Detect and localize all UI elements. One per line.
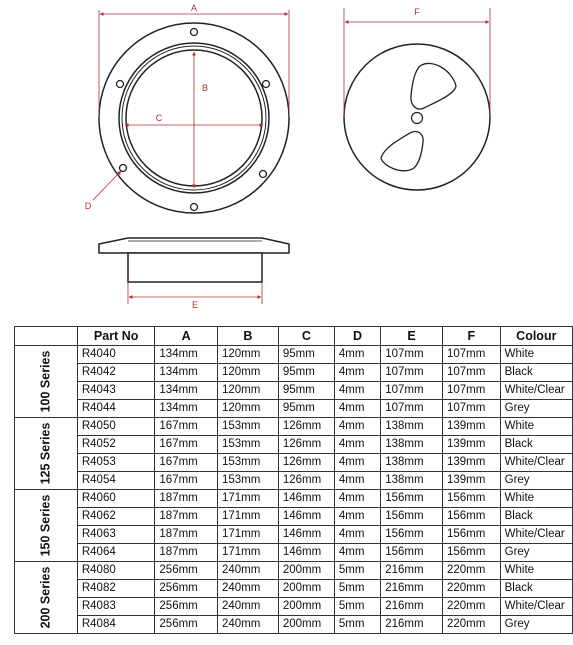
cell-part-no: R4080 xyxy=(77,562,155,580)
dimension-c-label: C xyxy=(155,113,163,123)
cell-colour: White xyxy=(500,490,572,508)
table-row xyxy=(15,616,573,634)
cell-colour: White/Clear xyxy=(500,526,572,544)
dimension-f xyxy=(344,8,490,117)
cell-f: 139mm xyxy=(442,418,500,436)
cell-part-no: R4063 xyxy=(77,526,155,544)
table-row xyxy=(15,580,573,598)
cover-grip-lower xyxy=(381,132,423,171)
cell-a: 167mm xyxy=(155,454,218,472)
cell-a: 256mm xyxy=(155,562,218,580)
cell-c: 200mm xyxy=(278,562,334,580)
table-row xyxy=(15,436,573,454)
cell-d: 4mm xyxy=(334,490,380,508)
cell-a: 256mm xyxy=(155,598,218,616)
cell-part-no: R4064 xyxy=(77,544,155,562)
side-body xyxy=(128,253,262,282)
dimension-e-label: E xyxy=(191,300,199,310)
cell-b: 240mm xyxy=(217,580,278,598)
cell-colour: Black xyxy=(500,364,572,382)
table-row xyxy=(15,454,573,472)
cell-part-no: R4042 xyxy=(77,364,155,382)
header-part-no: Part No xyxy=(77,327,155,346)
cell-e: 138mm xyxy=(381,418,443,436)
cell-e: 216mm xyxy=(381,580,443,598)
cell-f: 107mm xyxy=(442,382,500,400)
cell-f: 220mm xyxy=(442,562,500,580)
cell-c: 126mm xyxy=(278,436,334,454)
cell-a: 167mm xyxy=(155,436,218,454)
cell-d: 4mm xyxy=(334,364,380,382)
cell-e: 156mm xyxy=(381,526,443,544)
cell-a: 134mm xyxy=(155,400,218,418)
cell-c: 146mm xyxy=(278,526,334,544)
cell-b: 120mm xyxy=(217,400,278,418)
dimension-b-label: B xyxy=(201,83,209,93)
cell-d: 4mm xyxy=(334,346,380,364)
cell-colour: Black xyxy=(500,508,572,526)
screw-hole-lower-right xyxy=(260,171,267,178)
cell-colour: Grey xyxy=(500,544,572,562)
cover-grip-upper xyxy=(411,63,456,109)
cell-e: 138mm xyxy=(381,454,443,472)
cell-part-no: R4084 xyxy=(77,616,155,634)
cell-colour: Black xyxy=(500,580,572,598)
cover-center-circle xyxy=(412,113,423,124)
series-label: 200 Series xyxy=(38,566,53,628)
cell-e: 216mm xyxy=(381,598,443,616)
cell-d: 5mm xyxy=(334,580,380,598)
cell-d: 4mm xyxy=(334,544,380,562)
cell-part-no: R4050 xyxy=(77,418,155,436)
cell-e: 156mm xyxy=(381,490,443,508)
table-row xyxy=(15,472,573,490)
cell-a: 134mm xyxy=(155,346,218,364)
cell-d: 4mm xyxy=(334,508,380,526)
cell-e: 107mm xyxy=(381,364,443,382)
cell-c: 95mm xyxy=(278,346,334,364)
cell-colour: Grey xyxy=(500,400,572,418)
specification-table xyxy=(14,326,573,634)
cell-e: 156mm xyxy=(381,508,443,526)
header-b: B xyxy=(217,327,278,346)
cell-f: 156mm xyxy=(442,490,500,508)
cell-e: 216mm xyxy=(381,616,443,634)
table-row xyxy=(15,382,573,400)
side-flange xyxy=(99,238,289,253)
cell-c: 95mm xyxy=(278,364,334,382)
cell-f: 220mm xyxy=(442,598,500,616)
cell-e: 107mm xyxy=(381,400,443,418)
cell-a: 134mm xyxy=(155,364,218,382)
cell-a: 187mm xyxy=(155,544,218,562)
cell-f: 220mm xyxy=(442,616,500,634)
cover-view xyxy=(344,44,490,190)
table-body xyxy=(15,346,573,634)
header-e: E xyxy=(381,327,443,346)
cell-e: 216mm xyxy=(381,562,443,580)
technical-drawing xyxy=(0,0,573,322)
cell-colour: Grey xyxy=(500,472,572,490)
cell-f: 139mm xyxy=(442,454,500,472)
table-row xyxy=(15,562,573,580)
header-corner xyxy=(15,327,78,346)
table-row xyxy=(15,490,573,508)
screw-hole-top xyxy=(191,29,198,36)
series-label-cell xyxy=(15,490,78,562)
cell-c: 200mm xyxy=(278,580,334,598)
cell-b: 240mm xyxy=(217,616,278,634)
cell-f: 139mm xyxy=(442,436,500,454)
cell-b: 240mm xyxy=(217,598,278,616)
screw-hole-upper-left xyxy=(117,81,124,88)
cell-d: 4mm xyxy=(334,436,380,454)
dimension-d-label: D xyxy=(84,201,92,211)
cover-circle xyxy=(344,44,490,190)
cell-a: 167mm xyxy=(155,472,218,490)
cell-c: 126mm xyxy=(278,418,334,436)
series-label: 125 Series xyxy=(38,422,53,484)
cell-b: 171mm xyxy=(217,544,278,562)
cell-f: 220mm xyxy=(442,580,500,598)
header-f: F xyxy=(442,327,500,346)
cell-part-no: R4083 xyxy=(77,598,155,616)
cell-a: 134mm xyxy=(155,382,218,400)
cell-d: 4mm xyxy=(334,454,380,472)
cell-colour: White/Clear xyxy=(500,454,572,472)
series-label-cell xyxy=(15,418,78,490)
table-row xyxy=(15,400,573,418)
cell-d: 4mm xyxy=(334,472,380,490)
cell-f: 107mm xyxy=(442,346,500,364)
cell-f: 156mm xyxy=(442,526,500,544)
cell-colour: White xyxy=(500,346,572,364)
cell-e: 138mm xyxy=(381,472,443,490)
table-row xyxy=(15,346,573,364)
side-view xyxy=(99,238,289,282)
table-row xyxy=(15,526,573,544)
dimension-d-leader xyxy=(93,171,121,200)
cell-part-no: R4082 xyxy=(77,580,155,598)
cell-colour: White/Clear xyxy=(500,382,572,400)
screw-hole-upper-right xyxy=(263,81,270,88)
table-row xyxy=(15,598,573,616)
cell-e: 156mm xyxy=(381,544,443,562)
cell-a: 187mm xyxy=(155,526,218,544)
cell-colour: White xyxy=(500,418,572,436)
cell-f: 107mm xyxy=(442,400,500,418)
cell-a: 187mm xyxy=(155,508,218,526)
cell-f: 107mm xyxy=(442,364,500,382)
series-label-cell xyxy=(15,346,78,418)
cell-b: 240mm xyxy=(217,562,278,580)
cell-d: 4mm xyxy=(334,418,380,436)
cell-part-no: R4054 xyxy=(77,472,155,490)
cell-colour: Black xyxy=(500,436,572,454)
table-row xyxy=(15,508,573,526)
table-row xyxy=(15,364,573,382)
series-label: 100 Series xyxy=(38,350,53,412)
cell-d: 4mm xyxy=(334,382,380,400)
cell-c: 126mm xyxy=(278,454,334,472)
cell-b: 153mm xyxy=(217,454,278,472)
header-colour: Colour xyxy=(500,327,572,346)
cell-a: 256mm xyxy=(155,580,218,598)
cell-a: 256mm xyxy=(155,616,218,634)
cell-c: 146mm xyxy=(278,508,334,526)
cell-b: 120mm xyxy=(217,382,278,400)
cell-c: 146mm xyxy=(278,544,334,562)
cell-c: 95mm xyxy=(278,400,334,418)
cell-c: 126mm xyxy=(278,472,334,490)
cell-b: 153mm xyxy=(217,436,278,454)
header-c: C xyxy=(278,327,334,346)
dimension-f-label: F xyxy=(414,7,420,17)
cell-d: 5mm xyxy=(334,562,380,580)
cell-c: 146mm xyxy=(278,490,334,508)
cell-d: 4mm xyxy=(334,526,380,544)
cell-c: 200mm xyxy=(278,598,334,616)
cell-part-no: R4053 xyxy=(77,454,155,472)
cell-b: 120mm xyxy=(217,346,278,364)
cell-f: 156mm xyxy=(442,544,500,562)
cell-c: 200mm xyxy=(278,616,334,634)
table-row xyxy=(15,544,573,562)
cell-d: 4mm xyxy=(334,400,380,418)
cell-d: 5mm xyxy=(334,616,380,634)
cell-d: 5mm xyxy=(334,598,380,616)
cell-b: 120mm xyxy=(217,364,278,382)
cell-part-no: R4044 xyxy=(77,400,155,418)
cell-part-no: R4052 xyxy=(77,436,155,454)
screw-hole-bottom xyxy=(191,204,198,211)
cell-f: 156mm xyxy=(442,508,500,526)
cell-part-no: R4040 xyxy=(77,346,155,364)
cell-a: 167mm xyxy=(155,418,218,436)
cell-b: 171mm xyxy=(217,490,278,508)
table-row xyxy=(15,418,573,436)
cell-colour: White xyxy=(500,562,572,580)
header-a: A xyxy=(155,327,218,346)
cell-b: 153mm xyxy=(217,418,278,436)
cell-part-no: R4043 xyxy=(77,382,155,400)
header-d: D xyxy=(334,327,380,346)
cell-a: 187mm xyxy=(155,490,218,508)
cell-e: 107mm xyxy=(381,346,443,364)
cell-f: 139mm xyxy=(442,472,500,490)
cell-e: 138mm xyxy=(381,436,443,454)
cell-b: 171mm xyxy=(217,508,278,526)
cell-e: 107mm xyxy=(381,382,443,400)
cell-part-no: R4060 xyxy=(77,490,155,508)
cell-colour: Grey xyxy=(500,616,572,634)
series-label-cell xyxy=(15,562,78,634)
dimension-a-label: A xyxy=(190,3,198,13)
screw-hole-lower-left xyxy=(120,165,127,172)
cell-colour: White/Clear xyxy=(500,598,572,616)
cell-part-no: R4062 xyxy=(77,508,155,526)
cell-b: 153mm xyxy=(217,472,278,490)
header-row xyxy=(15,327,573,346)
cell-b: 171mm xyxy=(217,526,278,544)
cell-c: 95mm xyxy=(278,382,334,400)
series-label: 150 Series xyxy=(38,494,53,556)
